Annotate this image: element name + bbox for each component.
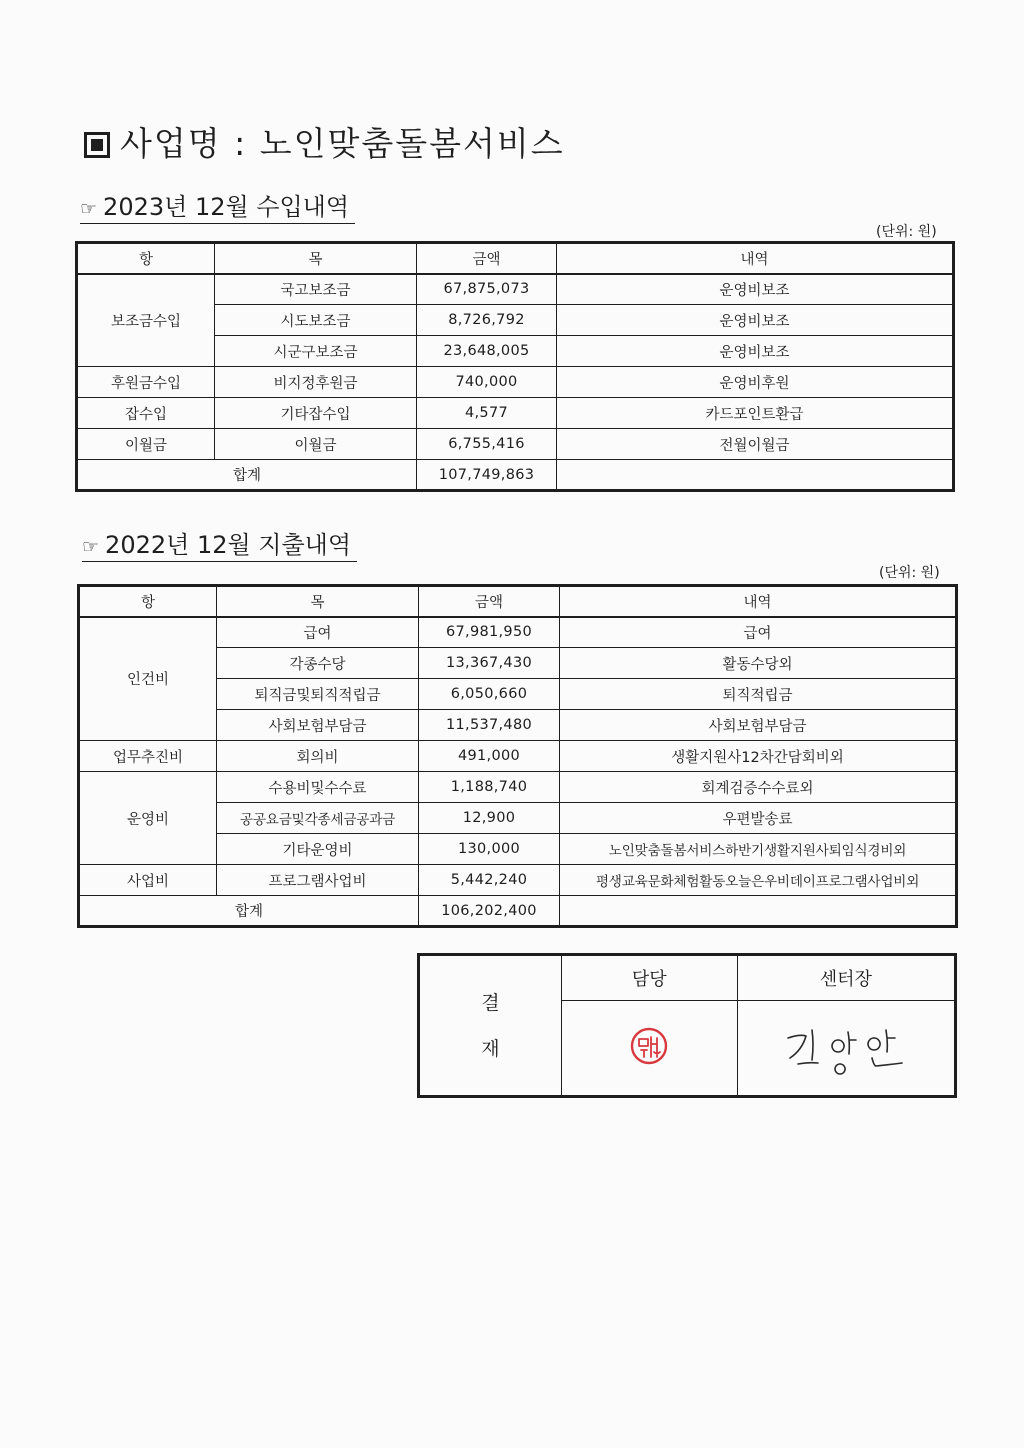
detail-cell: 운영비보조	[557, 336, 954, 367]
table-row	[79, 741, 957, 772]
item-cell: 공공요금및각종세금공과금	[217, 803, 419, 834]
handwritten-signature-icon	[776, 1016, 916, 1076]
expense-heading-text: 2022년 12월 지출내역	[105, 531, 352, 559]
amount-cell: 4,577	[417, 398, 557, 429]
approval-label-bottom: 재	[481, 1037, 500, 1060]
item-cell: 퇴직금및퇴직적립금	[217, 679, 419, 710]
item-cell: 프로그램사업비	[217, 865, 419, 896]
expense-heading	[82, 525, 357, 562]
item-cell: 시도보조금	[215, 305, 417, 336]
category-cell: 업무추진비	[79, 741, 217, 772]
approval-label	[419, 955, 562, 1097]
business-title	[84, 118, 565, 165]
table-row	[77, 429, 954, 460]
total-detail-empty	[560, 896, 957, 927]
item-cell: 비지정후원금	[215, 367, 417, 398]
expense-unit-label: (단위: 원)	[879, 565, 940, 581]
amount-cell: 740,000	[417, 367, 557, 398]
expense-table	[77, 584, 958, 928]
detail-cell: 생활지원사12차간담회비외	[560, 741, 957, 772]
detail-cell: 활동수당외	[560, 648, 957, 679]
detail-cell: 사회보험부담금	[560, 710, 957, 741]
item-cell: 각종수당	[217, 648, 419, 679]
item-cell: 회의비	[217, 741, 419, 772]
col-header-amount: 금액	[419, 586, 560, 617]
item-cell: 국고보조금	[215, 274, 417, 305]
col-header-item: 목	[215, 243, 417, 274]
pointing-hand-icon: ☞	[82, 536, 100, 558]
table-row	[77, 274, 954, 305]
table-row	[79, 865, 957, 896]
detail-cell: 전월이월금	[557, 429, 954, 460]
table-row	[79, 772, 957, 803]
manager-seal-cell	[561, 1001, 737, 1097]
amount-cell: 12,900	[419, 803, 560, 834]
col-header-category: 항	[79, 586, 217, 617]
total-label: 합계	[79, 896, 419, 927]
total-row	[79, 896, 957, 927]
amount-cell: 8,726,792	[417, 305, 557, 336]
total-row	[77, 460, 954, 491]
category-cell: 인건비	[79, 617, 217, 741]
income-table	[75, 241, 955, 492]
director-signature-cell	[737, 1001, 955, 1097]
director-title: 센터장	[737, 955, 955, 1001]
income-heading	[80, 187, 355, 224]
category-cell: 사업비	[79, 865, 217, 896]
red-seal-stamp-icon	[629, 1026, 669, 1066]
detail-cell: 운영비후원	[557, 367, 954, 398]
total-detail-empty	[557, 460, 954, 491]
amount-cell: 67,981,950	[419, 617, 560, 648]
col-header-detail: 내역	[560, 586, 957, 617]
business-title-text: 사업명 : 노인맞춤돌봄서비스	[120, 124, 565, 163]
amount-cell: 13,367,430	[419, 648, 560, 679]
item-cell: 수용비및수수료	[217, 772, 419, 803]
detail-cell: 퇴직적립금	[560, 679, 957, 710]
amount-cell: 23,648,005	[417, 336, 557, 367]
item-cell: 급여	[217, 617, 419, 648]
amount-cell: 11,537,480	[419, 710, 560, 741]
amount-cell: 1,188,740	[419, 772, 560, 803]
income-heading-text: 2023년 12월 수입내역	[103, 193, 350, 221]
col-header-amount: 금액	[417, 243, 557, 274]
manager-title: 담당	[561, 955, 737, 1001]
col-header-detail: 내역	[557, 243, 954, 274]
amount-cell: 130,000	[419, 834, 560, 865]
expense-header-row	[79, 586, 957, 617]
category-cell: 이월금	[77, 429, 215, 460]
detail-cell: 카드포인트환급	[557, 398, 954, 429]
table-row	[77, 367, 954, 398]
amount-cell: 5,442,240	[419, 865, 560, 896]
approval-label-top: 결	[481, 991, 500, 1014]
income-header-row	[77, 243, 954, 274]
category-cell: 보조금수입	[77, 274, 215, 367]
detail-cell: 노인맞춤돌봄서비스하반기생활지원사퇴임식경비외	[560, 834, 957, 865]
detail-cell: 운영비보조	[557, 305, 954, 336]
approval-box	[417, 953, 957, 1098]
table-row	[77, 398, 954, 429]
item-cell: 시군구보조금	[215, 336, 417, 367]
item-cell: 사회보험부담금	[217, 710, 419, 741]
detail-cell: 회계검증수수료외	[560, 772, 957, 803]
category-cell: 운영비	[79, 772, 217, 865]
total-amount: 107,749,863	[417, 460, 557, 491]
amount-cell: 6,755,416	[417, 429, 557, 460]
detail-cell: 급여	[560, 617, 957, 648]
item-cell: 이월금	[215, 429, 417, 460]
category-cell: 잡수입	[77, 398, 215, 429]
detail-cell: 우편발송료	[560, 803, 957, 834]
square-bullet-icon	[84, 132, 110, 158]
item-cell: 기타운영비	[217, 834, 419, 865]
detail-cell: 평생교육문화체험활동오늘은우비데이프로그램사업비외	[560, 865, 957, 896]
total-label: 합계	[77, 460, 417, 491]
amount-cell: 67,875,073	[417, 274, 557, 305]
total-amount: 106,202,400	[419, 896, 560, 927]
pointing-hand-icon: ☞	[80, 198, 98, 220]
amount-cell: 491,000	[419, 741, 560, 772]
col-header-category: 항	[77, 243, 215, 274]
income-unit-label: (단위: 원)	[876, 224, 937, 240]
table-row	[79, 617, 957, 648]
col-header-item: 목	[217, 586, 419, 617]
amount-cell: 6,050,660	[419, 679, 560, 710]
item-cell: 기타잡수입	[215, 398, 417, 429]
detail-cell: 운영비보조	[557, 274, 954, 305]
category-cell: 후원금수입	[77, 367, 215, 398]
